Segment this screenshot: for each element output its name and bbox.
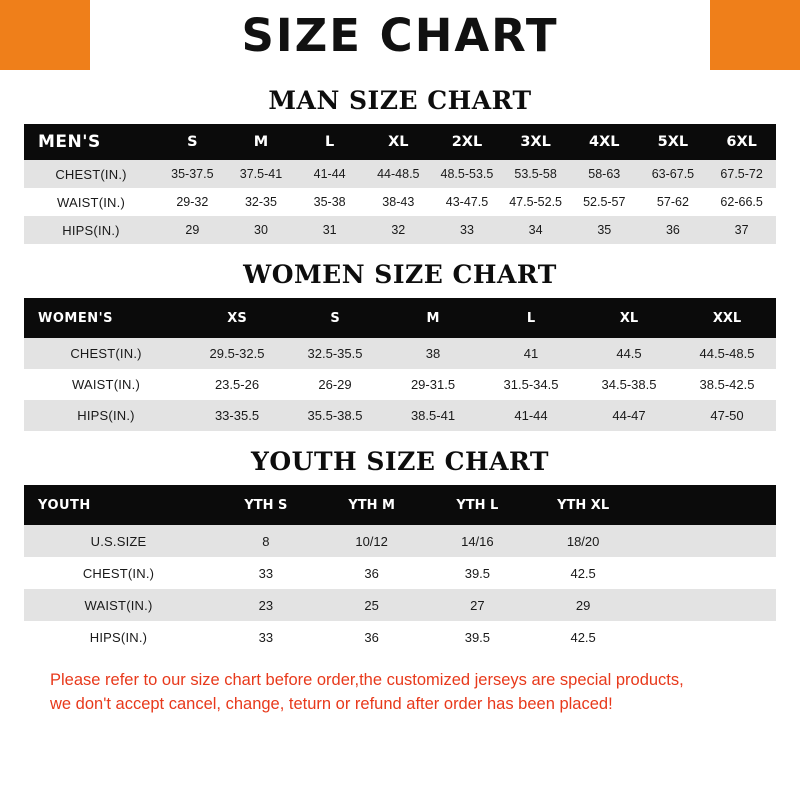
youth-header-label: YOUTH — [24, 485, 213, 525]
men-waist-s: 29-32 — [158, 188, 227, 216]
women-hips-l: 41-44 — [482, 400, 580, 431]
footer-line-1: Please refer to our size chart before order,the customized jerseys are special products, — [50, 671, 684, 689]
men-waist-6xl: 62-66.5 — [707, 188, 776, 216]
table-row — [24, 216, 776, 244]
men-hips-xl: 32 — [364, 216, 433, 244]
men-chest-xl: 44-48.5 — [364, 160, 433, 188]
men-row-chest-label: CHEST(IN.) — [24, 160, 158, 188]
women-chest-m: 38 — [384, 338, 482, 369]
youth-waist-xl: 29 — [530, 589, 636, 621]
women-header-xs: XS — [188, 298, 286, 338]
men-header-4xl: 4XL — [570, 124, 639, 160]
youth-chest-s: 33 — [213, 557, 319, 589]
chart-content — [0, 86, 800, 717]
women-waist-xxl: 38.5-42.5 — [678, 369, 776, 400]
men-hips-m: 30 — [227, 216, 296, 244]
women-row-hips-label: HIPS(IN.) — [24, 400, 188, 431]
women-table-head — [24, 298, 776, 338]
youth-chest-xl: 42.5 — [530, 557, 636, 589]
women-chest-l: 41 — [482, 338, 580, 369]
table-row — [24, 621, 776, 653]
women-chest-s: 32.5-35.5 — [286, 338, 384, 369]
youth-header-spacer — [636, 485, 776, 525]
men-chest-5xl: 63-67.5 — [639, 160, 708, 188]
men-header-xl: XL — [364, 124, 433, 160]
men-row-hips-label: HIPS(IN.) — [24, 216, 158, 244]
youth-row-ussize-label: U.S.SIZE — [24, 525, 213, 557]
men-hips-3xl: 34 — [501, 216, 570, 244]
men-header-s: S — [158, 124, 227, 160]
youth-row-spacer — [636, 525, 776, 557]
youth-row-chest-label: CHEST(IN.) — [24, 557, 213, 589]
men-hips-6xl: 37 — [707, 216, 776, 244]
women-header-xl: XL — [580, 298, 678, 338]
women-size-table — [24, 298, 776, 431]
table-row — [24, 369, 776, 400]
men-waist-l: 35-38 — [295, 188, 364, 216]
youth-header-l: YTH L — [425, 485, 531, 525]
men-size-table — [24, 124, 776, 244]
footer-line-2: we don't accept cancel, change, teturn or refund after order has been placed! — [50, 694, 613, 713]
youth-ussize-xl: 18/20 — [530, 525, 636, 557]
men-chest-s: 35-37.5 — [158, 160, 227, 188]
women-hips-xs: 33-35.5 — [188, 400, 286, 431]
men-waist-5xl: 57-62 — [639, 188, 708, 216]
youth-header-m: YTH M — [319, 485, 425, 525]
section-title-men: MAN SIZE CHART — [268, 86, 532, 115]
footer-disclaimer — [24, 669, 776, 717]
youth-hips-l: 39.5 — [425, 621, 531, 653]
women-waist-xs: 23.5-26 — [188, 369, 286, 400]
youth-ussize-s: 8 — [213, 525, 319, 557]
men-hips-2xl: 33 — [433, 216, 502, 244]
table-row — [24, 525, 776, 557]
youth-chest-l: 39.5 — [425, 557, 531, 589]
section-title-youth: YOUTH SIZE CHART — [251, 447, 549, 476]
men-hips-s: 29 — [158, 216, 227, 244]
table-row — [24, 400, 776, 431]
youth-hips-s: 33 — [213, 621, 319, 653]
table-row — [24, 160, 776, 188]
men-header-5xl: 5XL — [639, 124, 708, 160]
women-table-body — [24, 338, 776, 431]
youth-row-hips-label: HIPS(IN.) — [24, 621, 213, 653]
page-title: SIZE CHART — [241, 8, 559, 62]
men-waist-3xl: 47.5-52.5 — [501, 188, 570, 216]
table-row — [24, 589, 776, 621]
youth-header-xl: YTH XL — [530, 485, 636, 525]
men-header-6xl: 6XL — [707, 124, 776, 160]
section-title-women: WOMEN SIZE CHART — [243, 260, 557, 289]
youth-ussize-m: 10/12 — [319, 525, 425, 557]
youth-size-table — [24, 485, 776, 653]
youth-waist-s: 23 — [213, 589, 319, 621]
men-waist-4xl: 52.5-57 — [570, 188, 639, 216]
women-waist-s: 26-29 — [286, 369, 384, 400]
women-chest-xs: 29.5-32.5 — [188, 338, 286, 369]
youth-table-head — [24, 485, 776, 525]
table-header-row — [24, 124, 776, 160]
men-chest-2xl: 48.5-53.5 — [433, 160, 502, 188]
men-hips-4xl: 35 — [570, 216, 639, 244]
women-header-s: S — [286, 298, 384, 338]
youth-header-s: YTH S — [213, 485, 319, 525]
youth-row-spacer — [636, 589, 776, 621]
men-waist-m: 32-35 — [227, 188, 296, 216]
youth-row-waist-label: WAIST(IN.) — [24, 589, 213, 621]
table-row — [24, 188, 776, 216]
youth-hips-xl: 42.5 — [530, 621, 636, 653]
men-header-m: M — [227, 124, 296, 160]
women-hips-xl: 44-47 — [580, 400, 678, 431]
men-hips-5xl: 36 — [639, 216, 708, 244]
youth-hips-m: 36 — [319, 621, 425, 653]
men-chest-l: 41-44 — [295, 160, 364, 188]
header-banner — [0, 0, 800, 70]
youth-waist-l: 27 — [425, 589, 531, 621]
women-waist-l: 31.5-34.5 — [482, 369, 580, 400]
women-hips-m: 38.5-41 — [384, 400, 482, 431]
youth-table-body — [24, 525, 776, 653]
men-header-l: L — [295, 124, 364, 160]
women-header-m: M — [384, 298, 482, 338]
men-hips-l: 31 — [295, 216, 364, 244]
men-chest-4xl: 58-63 — [570, 160, 639, 188]
men-header-3xl: 3XL — [501, 124, 570, 160]
women-header-xxl: XXL — [678, 298, 776, 338]
men-chest-6xl: 67.5-72 — [707, 160, 776, 188]
header-banner-inner — [90, 0, 710, 70]
youth-waist-m: 25 — [319, 589, 425, 621]
women-header-label: WOMEN'S — [24, 298, 188, 338]
youth-ussize-l: 14/16 — [425, 525, 531, 557]
men-header-label: MEN'S — [24, 124, 158, 160]
youth-row-spacer — [636, 621, 776, 653]
men-waist-xl: 38-43 — [364, 188, 433, 216]
men-row-waist-label: WAIST(IN.) — [24, 188, 158, 216]
youth-chest-m: 36 — [319, 557, 425, 589]
youth-row-spacer — [636, 557, 776, 589]
women-chest-xxl: 44.5-48.5 — [678, 338, 776, 369]
men-chest-m: 37.5-41 — [227, 160, 296, 188]
women-chest-xl: 44.5 — [580, 338, 678, 369]
men-table-body — [24, 160, 776, 244]
table-header-row — [24, 485, 776, 525]
men-waist-2xl: 43-47.5 — [433, 188, 502, 216]
men-table-head — [24, 124, 776, 160]
women-waist-m: 29-31.5 — [384, 369, 482, 400]
table-row — [24, 338, 776, 369]
women-row-chest-label: CHEST(IN.) — [24, 338, 188, 369]
women-hips-s: 35.5-38.5 — [286, 400, 384, 431]
table-row — [24, 557, 776, 589]
women-row-waist-label: WAIST(IN.) — [24, 369, 188, 400]
women-hips-xxl: 47-50 — [678, 400, 776, 431]
men-chest-3xl: 53.5-58 — [501, 160, 570, 188]
men-header-2xl: 2XL — [433, 124, 502, 160]
women-header-l: L — [482, 298, 580, 338]
women-waist-xl: 34.5-38.5 — [580, 369, 678, 400]
table-header-row — [24, 298, 776, 338]
